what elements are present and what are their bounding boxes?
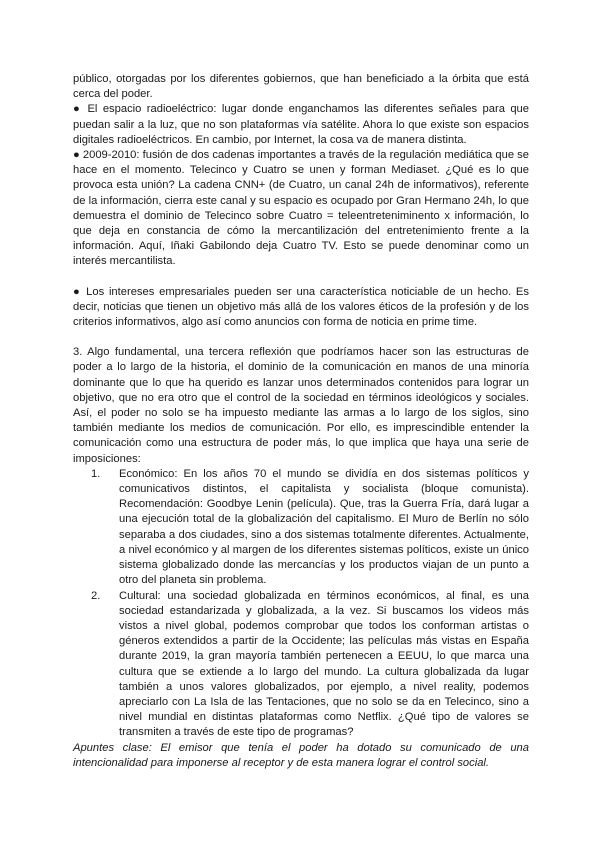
document-page — [73, 72, 529, 771]
bullet-business-interests: ● Los intereses empresariales pueden ser una característica noticiable de un hecho. Es decir, noticias que tienen un objetivo más allá de los valores éticos de la profesión y de los criterios informativos, algo así como anuncios con forma de noticia en prime time. — [73, 285, 529, 329]
spacer — [73, 270, 529, 285]
list-number: 1. — [91, 467, 101, 480]
list-number: 2. — [91, 589, 101, 602]
list-item-text: Cultural: una sociedad globalizada en términos económicos, al final, es una sociedad estandarizada y globalizada, a la vez. Si buscamos los videos más vistos a nivel global, podemos comprobar que todos los conforman artistas o géneros extendidos a partir de la Occidente; las películas más vistas en España durante 2019, la gran mayoría también pertenecen a EEUU, lo que marca una cultura que se extiende a lo largo del mundo. La cultura globalizada da lugar también a unos valores globalizados, por ejemplo, a nivel reality, podemos apreciarlo con La Isla de las Tentaciones, que no solo se da en Telecinco, sino a nivel mundial en distintas plataformas como Netflix. ¿Qué tipo de valores se transmiten a través de este tipo de programas? — [119, 589, 529, 739]
bullet-radioelectric-space: ● El espacio radioeléctrico: lugar donde enganchamos las diferentes señales para que puedan salir a la luz, que no son plataformas vía satélite. Ahora lo que existe son espacios digitales radioeléctricos. En cambio, por Internet, la cosa va de manera distinta. — [73, 103, 529, 146]
paragraph-public-concessions: público, otorgadas por los diferentes gobiernos, que han beneficiado a la órbita que está cerca del poder. — [73, 73, 529, 101]
spacer — [73, 330, 529, 345]
list-item-cultural — [73, 589, 529, 741]
bullet-mediaset-merger: ● 2009-2010: fusión de dos cadenas importantes a través de la regulación mediática que se hace en el momento. Telecinco y Cuatro se unen y forman Mediaset. ¿Qué es lo que provoca esta unión? La cadena CNN+ (de Cuatro, un canal 24h de informativos), referente de la información, cierra este canal y su espacio es ocupado por Gran Hermano 24h, lo que demuestra el dominio de Telecinco sobre Cuatro = teleentreteniminento x información, lo que deja en constancia de cómo la mercantilización del entretenimiento frente a la información. Aquí, Iñaki Gabilondo deja Cuatro TV. Esto se puede denominar como un interés mercantilista. — [73, 149, 529, 268]
impositions-list — [73, 467, 529, 741]
paragraph-power-structures: 3. Algo fundamental, una tercera reflexión que podríamos hacer son las estructuras de poder a lo largo de la historia, el dominio de la comunicación en manos de una minoría dominante que lo que ha querido es lanzar unos determinados contenidos para lograr un objetivo, que no era otro que el control de la sociedad en términos ideológicos y sociales. Así, el poder no solo se ha impuesto mediante las armas a lo largo de los siglos, sino también mediante los medios de comunicación. Por ello, es imprescindible entender la comunicación como una estructura de poder más, lo que implica que haya una serie de imposiciones: — [73, 346, 529, 465]
list-item-text: Económico: En los años 70 el mundo se dividía en dos sistemas políticos y comunicativos distintos, el capitalista y socialista (bloque comunista). Recomendación: Goodbye Lenin (película). Que, tras la Guerra Fría, dará lugar a una ejecución total de la globalización del capitalismo. El Muro de Berlín no sólo separaba a dos ciudades, sino a dos sistemas totalmente diferentes. Actualmente, a nivel económico y al margen de los diferentes sistemas políticos, existe un único sistema globalizado donde las mercancías y los productos viajan de un punto a otro del planeta sin problema. — [119, 467, 529, 587]
class-notes: Apuntes clase: El emisor que tenía el poder ha dotado su comunicado de una intencionalidad para imponerse al receptor y de esta manera lograr el control social. — [73, 741, 529, 769]
list-item-economic — [73, 467, 529, 589]
